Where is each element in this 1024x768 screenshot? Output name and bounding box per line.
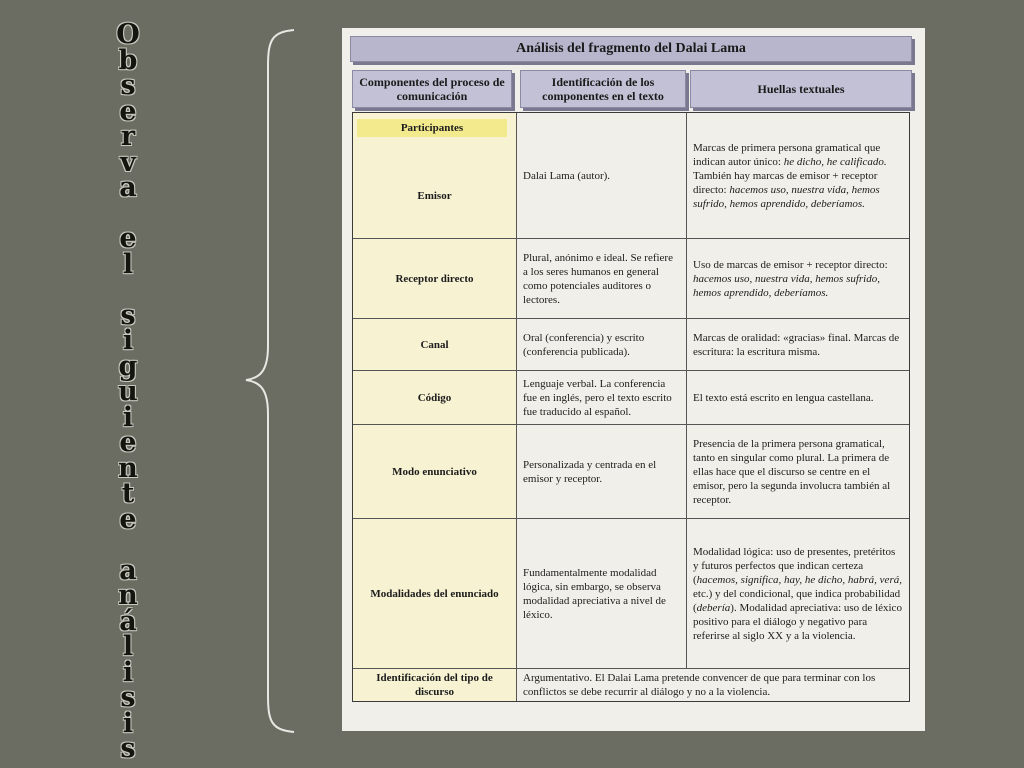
title-letter: e — [119, 503, 137, 535]
vertical-title — [96, 19, 160, 764]
title-letter: s — [120, 299, 136, 331]
emisor-label: Emisor — [417, 189, 452, 202]
header-components: Componentes del proceso de comunicación — [352, 70, 512, 108]
participants-label: Participantes — [357, 119, 507, 137]
title-letter: á — [119, 605, 137, 637]
row-codigo-label: Código — [353, 371, 517, 425]
title-letter: a — [119, 172, 137, 203]
title-letter: e — [119, 427, 137, 458]
row-modo-label: Modo enunciativo — [353, 425, 517, 519]
analysis-table — [352, 112, 910, 702]
title-letter: v — [120, 146, 136, 178]
row-emisor-identification: Dalai Lama (autor). — [517, 113, 687, 239]
title-letter: i — [122, 401, 134, 433]
title-letter: l — [122, 631, 134, 662]
title-letter: n — [118, 452, 138, 484]
row-discurso-label: Identificación del tipo de discurso — [353, 669, 517, 701]
title-letter: s — [120, 733, 136, 764]
analysis-document — [342, 28, 925, 731]
row-modo-traces: Presencia de la primera persona gramatical, tanto en singular como plural. La primera de ellas hace que el discurso se centre en el emisor, pero la segunda involucra también al receptor. — [687, 425, 909, 519]
title-letter: e — [119, 95, 137, 127]
title-letter: i — [122, 707, 134, 739]
title-letter: g — [118, 350, 138, 382]
row-codigo-identification: Lenguaje verbal. La conferencia fue en inglés, pero el texto escrito fue traducido al español. — [517, 371, 687, 425]
title-letter: s — [120, 682, 136, 713]
row-canal-identification: Oral (conferencia) y escrito (conferencia publicada). — [517, 319, 687, 371]
title-letter: r — [120, 121, 136, 152]
row-modalidades-label: Modalidades del enunciado — [353, 519, 517, 669]
row-canal-label: Canal — [353, 319, 517, 371]
row-receptor-label: Receptor directo — [353, 239, 517, 319]
row-codigo-traces: El texto está escrito en lengua castellana. — [687, 371, 909, 425]
row-canal-traces: Marcas de oralidad: «gracias» final. Marcas de escritura: la escritura misma. — [687, 319, 909, 371]
row-emisor-traces: Marcas de primera persona gramatical que indican autor único: he dicho, he calificado. También hay marcas de emisor + receptor directo: hacemos uso, nuestra vida, hemos sufrido, hemos aprendido, deberíamos. — [687, 113, 909, 239]
title-letter: e — [119, 223, 137, 254]
title-letter: O — [116, 19, 140, 50]
title-letter: i — [122, 656, 134, 688]
row-receptor-identification: Plural, anónimo e ideal. Se refiere a los seres humanos en general como potenciales auditores o lectores. — [517, 239, 687, 319]
row-modo-identification: Personalizada y centrada en el emisor y receptor. — [517, 425, 687, 519]
header-traces: Huellas textuales — [690, 70, 912, 108]
row-emisor-label — [353, 113, 517, 239]
row-receptor-traces: Uso de marcas de emisor + receptor directo: hacemos uso, nuestra vida, hemos sufrido, hemos aprendido, deberíamos. — [687, 239, 909, 319]
title-letter: u — [118, 376, 138, 407]
title-letter: t — [121, 478, 135, 509]
title-letter: b — [118, 44, 138, 76]
document-title: Análisis del fragmento del Dalai Lama — [350, 36, 912, 62]
curly-brace-icon — [242, 26, 298, 736]
header-identification: Identificación de los componentes en el texto — [520, 70, 686, 108]
row-modalidades-identification: Fundamentalmente modalidad lógica, sin embargo, se observa modalidad apreciativa a nivel de léxico. — [517, 519, 687, 669]
title-letter: n — [118, 580, 138, 611]
title-letter: a — [119, 554, 137, 586]
row-modalidades-traces: Modalidad lógica: uso de presentes, pretéritos y futuros perfectos que indican certeza (hacemos, significa, hay, he dicho, habrá, verá, etc.) y del condicional, que indica probabilidad (debería). Modalidad apreciativa: uso de léxico positivo para el diálogo y negativo para referirse al siglo XX y a la violencia. — [687, 519, 909, 669]
row-discurso-identification: Argumentativo. El Dalai Lama pretende convencer de que para terminar con los conflictos se debe recurrir al diálogo y no a la violencia. — [523, 672, 876, 698]
title-letter: i — [122, 325, 134, 356]
title-letter: s — [120, 70, 136, 101]
title-letter: l — [122, 248, 134, 280]
